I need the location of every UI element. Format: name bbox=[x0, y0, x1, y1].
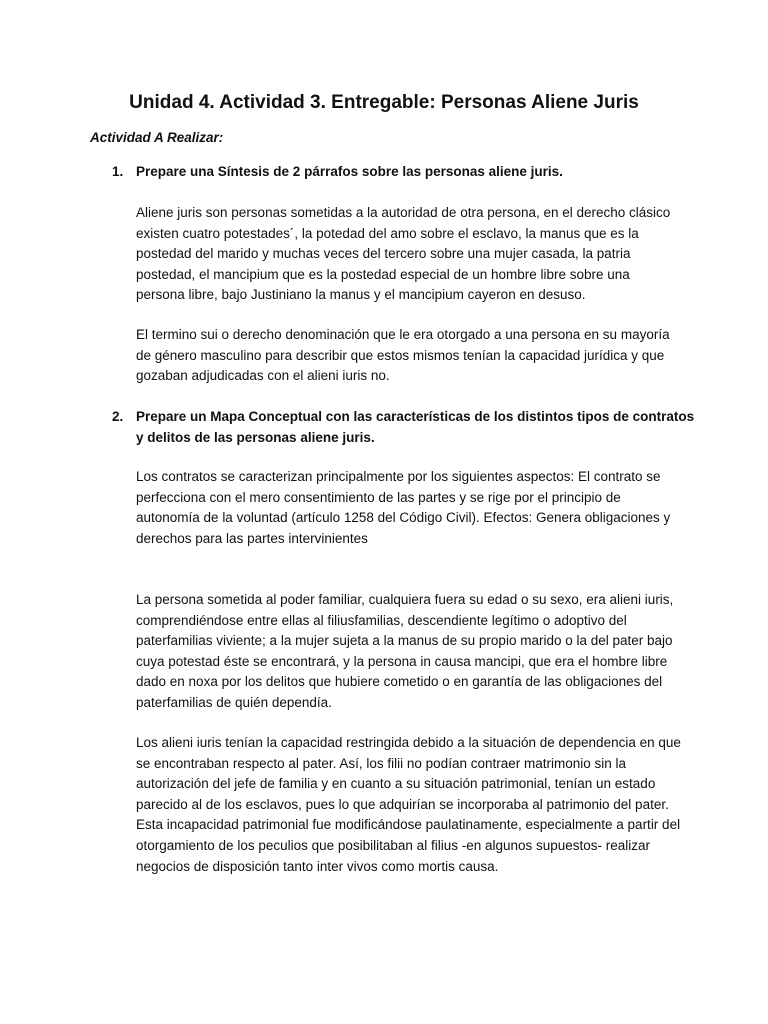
paragraph: Los alieni iuris tenían la capacidad restringida debido a la situación de dependencia en que se encontraban respecto al pater. Así, los filii no podían contraer matrimonio sin la autorización del jefe de familia y en cuanto a su situación patrimonial, tenían un estado parecido al de los esclavos, pues lo que adquirían se incorporaba al patrimonio del pater. Esta incapacidad patrimonial fue modificándose paulatinamente, especialmente a partir del otorgamiento de los peculios que posibilitaban al filius -en algunos supuestos- realizar negocios de disposición tanto inter vivos como mortis causa. bbox=[136, 735, 681, 874]
paragraph: Aliene juris son personas sometidas a la autoridad de otra persona, en el derecho clásico existen cuatro potestades´, la potedad del amo sobre el esclavo, la manus que es la postedad del marido y muchas veces del tercero sobre una mujer casada, la patria postedad, el mancipium que es la postedad especial de un hombre libre sobre una persona libre, bajo Justiniano la manus y el mancipium cayeron en desuso. bbox=[136, 205, 671, 303]
paragraph: El termino sui o derecho denominación que le era otorgado a una persona en su mayoría de género masculino para describir que estos mismos tenían la capacidad jurídica y que gozaban adjudicadas con el alieni iuris no. bbox=[136, 327, 670, 384]
list-item-number: 2. bbox=[112, 409, 124, 424]
paragraph: Los contratos se caracterizan principalmente por los siguientes aspectos: El contrato se perfecciona con el mero consentimiento de las partes y se rige por el principio de autonomía de la voluntad (artículo 1258 del Código Civil). Efectos: Genera obligaciones y derechos para las partes intervinientes bbox=[136, 469, 671, 546]
list-item-heading: Prepare una Síntesis de 2 párrafos sobre las personas aliene juris. bbox=[136, 164, 563, 179]
list-item-heading: Prepare un Mapa Conceptual con las características de los distintos tipos de contratos y delitos de las personas aliene juris. bbox=[136, 409, 695, 445]
activity-subtitle: Actividad A Realizar: bbox=[90, 130, 224, 145]
document-title: Unidad 4. Actividad 3. Entregable: Personas Aliene Juris bbox=[129, 92, 639, 113]
paragraph: La persona sometida al poder familiar, cualquiera fuera su edad o su sexo, era alieni iuris, comprendiéndose entre ellas al filiusfamilias, descendiente legítimo o adoptivo del paterfamilias viviente; a la mujer sujeta a la manus de su propio marido o la del pater bajo cuya potestad éste se encontrará, y la persona in causa mancipi, que era el hombre libre dado en noxa por los delitos que hubiere cometido o en garantía de las obligaciones del paterfamilias de quién dependía. bbox=[136, 592, 674, 710]
list-item-number: 1. bbox=[112, 164, 124, 179]
